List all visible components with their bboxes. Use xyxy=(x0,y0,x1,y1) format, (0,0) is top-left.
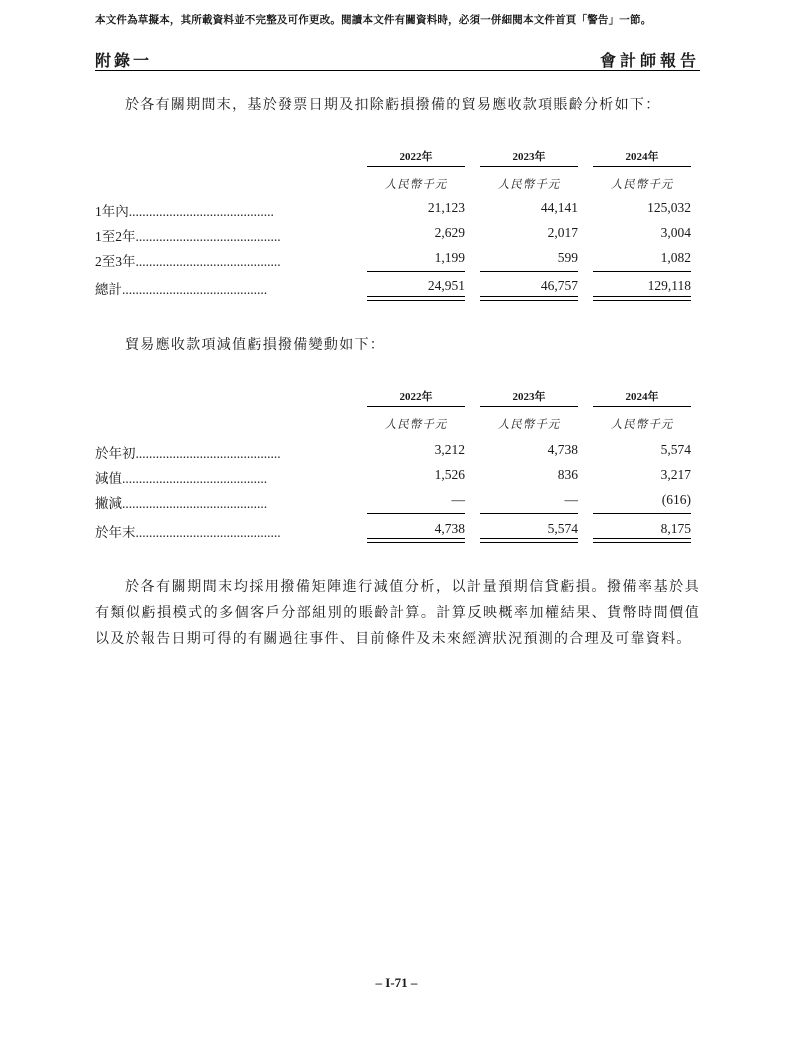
cell-value: 1,526 xyxy=(434,467,465,482)
unit-label: 人民幣千元 xyxy=(384,417,448,431)
row-label: 於年末........................................... xyxy=(95,525,281,540)
total-double-rule xyxy=(367,538,465,543)
year-header-2023: 2023年 xyxy=(480,388,578,407)
year-header-2022: 2022年 xyxy=(367,388,465,407)
report-title: 會計師報告 xyxy=(599,51,700,70)
subtotal-rule xyxy=(593,513,691,514)
cell-value: 4,738 xyxy=(547,442,578,457)
total-double-rule xyxy=(367,296,465,301)
cell-value: — xyxy=(451,492,465,507)
row-label: 減值........................................... xyxy=(95,471,268,486)
cell-value: 44,141 xyxy=(540,200,578,215)
unit-label: 人民幣千元 xyxy=(610,417,674,431)
unit-label: 人民幣千元 xyxy=(497,417,561,431)
cell-value: 1,082 xyxy=(660,250,691,265)
cell-value: 24,951 xyxy=(427,278,465,293)
subtotal-rule xyxy=(480,513,578,514)
cell-value: 2,017 xyxy=(547,225,578,240)
aging-intro-text: 於各有關期間末，基於發票日期及扣除虧損撥備的貿易應收款項賬齡分析如下： xyxy=(125,97,661,113)
cell-value: 21,123 xyxy=(427,200,465,215)
table-row xyxy=(95,442,700,462)
cell-value: 599 xyxy=(557,250,578,265)
cell-value: 5,574 xyxy=(547,521,578,536)
impairment-analysis-paragraph: 於各有關期間末均採用撥備矩陣進行減值分析，以計量預期信貸虧損。撥備率基於具有類似虧損模式的多個客戶分部組別的賬齡計算。計算反映概率加權結果、貨幣時間價值以及於報告日期可得的有關過往事件、目前條件及未來經濟狀況預測的合理及可靠資料。 xyxy=(95,579,700,647)
row-label: 1至2年........................................... xyxy=(95,229,281,244)
row-label: 撇減........................................... xyxy=(95,496,268,511)
row-label: 總計........................................... xyxy=(95,282,268,297)
cell-value: 3,212 xyxy=(434,442,465,457)
cell-value: 4,738 xyxy=(434,521,465,536)
cell-value: 5,574 xyxy=(660,442,691,457)
table-row xyxy=(95,250,700,270)
table-row-total xyxy=(95,278,700,298)
table-row xyxy=(95,467,700,487)
draft-warning-banner: 本文件為草擬本，其所載資料並不完整及可作更改。閱讀本文件有關資料時，必須一併細閱本文件首頁「警告」一節。 xyxy=(95,14,652,26)
total-double-rule xyxy=(593,296,691,301)
appendix-label: 附錄一 xyxy=(95,51,153,70)
cell-value: — xyxy=(564,492,578,507)
total-double-rule xyxy=(593,538,691,543)
cell-value: 2,629 xyxy=(434,225,465,240)
page-number: – I-71 – xyxy=(375,975,418,990)
table-row xyxy=(95,200,700,220)
row-label: 2至3年........................................... xyxy=(95,254,281,269)
year-header-2024: 2024年 xyxy=(593,388,691,407)
subtotal-rule xyxy=(593,271,691,272)
table-row xyxy=(95,225,700,245)
movement-intro-text: 貿易應收款項減值虧損撥備變動如下： xyxy=(125,337,386,353)
table-row xyxy=(95,492,700,512)
cell-value: 1,199 xyxy=(434,250,465,265)
subtotal-rule xyxy=(367,513,465,514)
year-header-2023: 2023年 xyxy=(480,148,578,167)
cell-value: 836 xyxy=(557,467,578,482)
unit-label: 人民幣千元 xyxy=(497,177,561,191)
unit-label: 人民幣千元 xyxy=(610,177,674,191)
subtotal-rule xyxy=(480,271,578,272)
subtotal-rule xyxy=(367,271,465,272)
page-header xyxy=(95,48,700,71)
cell-value: 3,217 xyxy=(660,467,691,482)
total-double-rule xyxy=(480,538,578,543)
total-double-rule xyxy=(480,296,578,301)
year-header-2022: 2022年 xyxy=(367,148,465,167)
cell-value: 8,175 xyxy=(660,521,691,536)
unit-label: 人民幣千元 xyxy=(384,177,448,191)
year-header-2024: 2024年 xyxy=(593,148,691,167)
cell-value: (616) xyxy=(661,492,691,507)
cell-value: 129,118 xyxy=(647,278,691,293)
row-label: 1年內........................................... xyxy=(95,204,274,219)
row-label: 於年初........................................... xyxy=(95,446,281,461)
cell-value: 125,032 xyxy=(647,200,691,215)
cell-value: 46,757 xyxy=(540,278,578,293)
cell-value: 3,004 xyxy=(660,225,691,240)
